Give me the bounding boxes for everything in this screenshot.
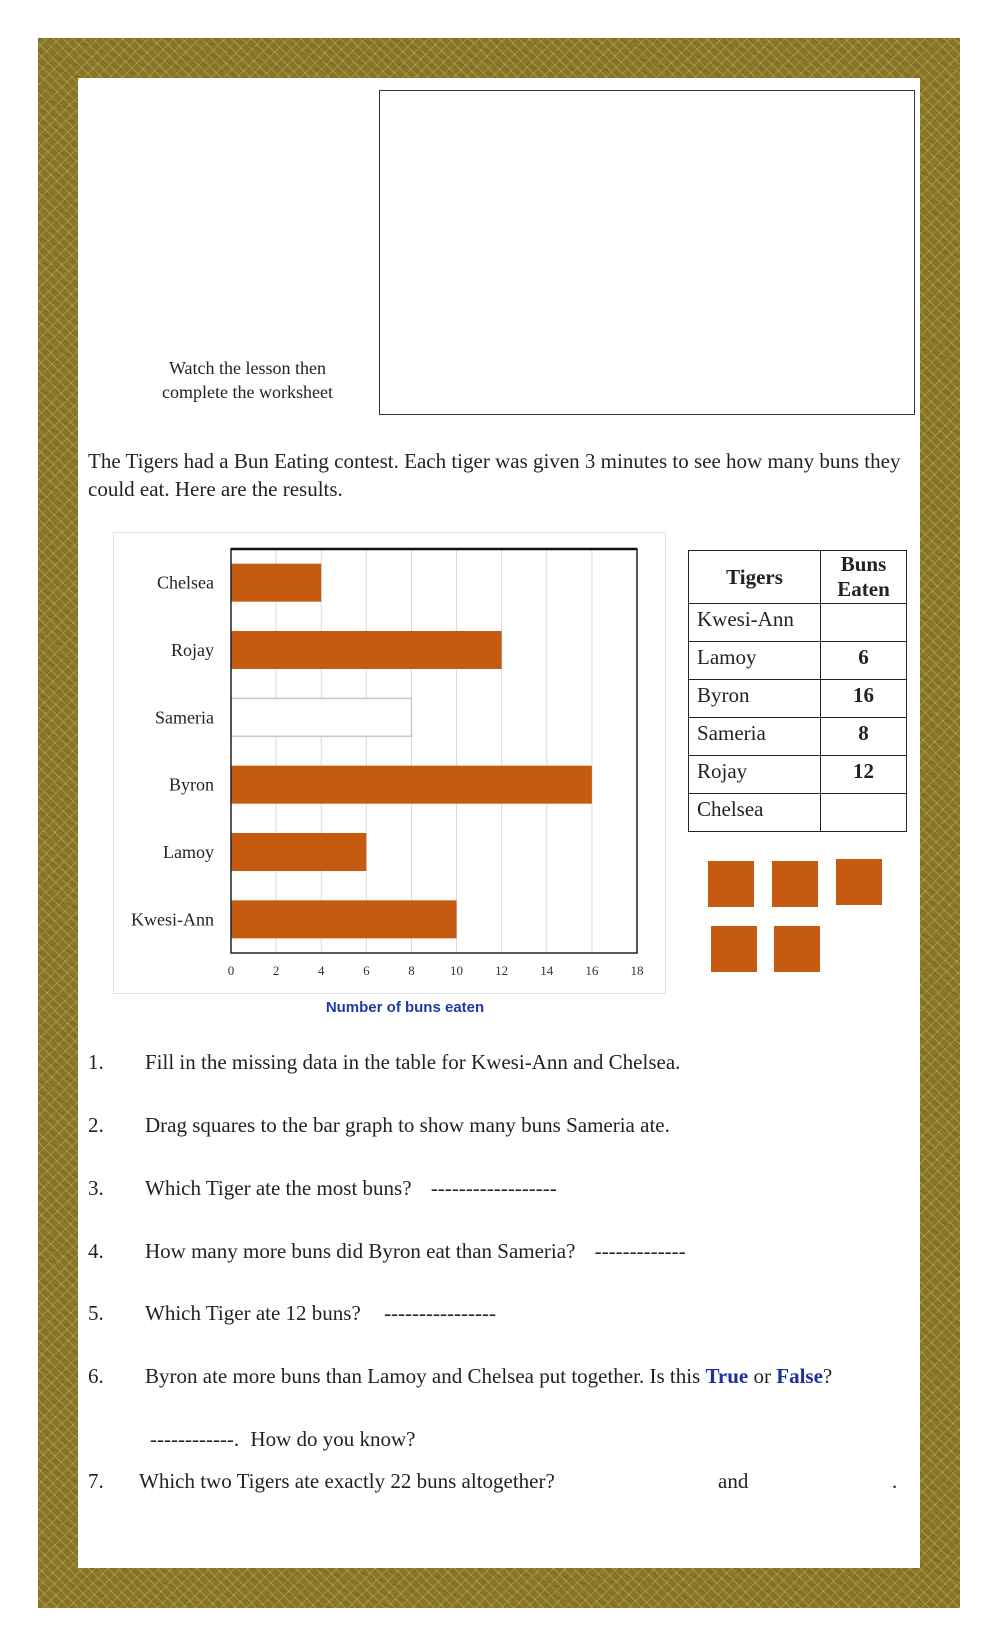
table-cell-value: 16 bbox=[821, 680, 907, 718]
answer-blank[interactable]: ------------. bbox=[150, 1427, 240, 1451]
table-cell-input-kwesi-ann[interactable] bbox=[821, 604, 907, 642]
question-7 bbox=[88, 1467, 555, 1495]
table-row bbox=[689, 756, 907, 794]
x-tick-label: 2 bbox=[272, 963, 280, 978]
table-cell-value: 8 bbox=[821, 718, 907, 756]
question-6-followup bbox=[150, 1425, 416, 1453]
question-number: 7. bbox=[88, 1469, 104, 1493]
answer-blank[interactable]: ---------------- bbox=[384, 1301, 496, 1325]
answer-blank[interactable]: ------------- bbox=[594, 1239, 686, 1263]
question-6 bbox=[88, 1362, 832, 1390]
question-4 bbox=[88, 1237, 686, 1265]
drag-square[interactable] bbox=[711, 926, 757, 972]
table-row bbox=[689, 680, 907, 718]
question-text: Which Tiger ate the most buns? bbox=[145, 1176, 412, 1200]
table-cell-name: Chelsea bbox=[689, 794, 821, 832]
drag-square[interactable] bbox=[708, 861, 754, 907]
x-tick-label: 10 bbox=[450, 963, 464, 978]
question-2 bbox=[88, 1111, 670, 1139]
table-row bbox=[689, 794, 907, 832]
question-number: 3. bbox=[88, 1176, 104, 1200]
question-text: Drag squares to the bar graph to show many buns Sameria ate. bbox=[145, 1113, 670, 1137]
question-number: 1. bbox=[88, 1050, 104, 1074]
table-row bbox=[689, 642, 907, 680]
table-row bbox=[689, 718, 907, 756]
bar-chart-frame bbox=[113, 532, 666, 994]
table-cell-value: 12 bbox=[821, 756, 907, 794]
y-tick-label: Kwesi-Ann bbox=[131, 909, 214, 930]
false-word: False bbox=[776, 1364, 823, 1388]
intro-paragraph: The Tigers had a Bun Eating contest. Each tiger was given 3 minutes to see how many buns they could eat. Here are the results. bbox=[88, 449, 901, 501]
table-header-tigers: Tigers bbox=[689, 551, 821, 604]
table-cell-input-chelsea[interactable] bbox=[821, 794, 907, 832]
x-tick-label: 18 bbox=[630, 963, 644, 978]
table-cell-name: Rojay bbox=[689, 756, 821, 794]
x-tick-label: 8 bbox=[408, 963, 415, 978]
bar bbox=[231, 900, 457, 938]
results-table bbox=[688, 550, 907, 832]
question-number: 2. bbox=[88, 1113, 104, 1137]
drag-square[interactable] bbox=[774, 926, 820, 972]
lesson-instruction: Watch the lesson then complete the worksheet bbox=[162, 358, 333, 402]
question-text: Byron ate more buns than Lamoy and Chelsea put together. Is this bbox=[145, 1364, 701, 1388]
y-tick-label: Rojay bbox=[171, 640, 214, 660]
question-number: 6. bbox=[88, 1364, 104, 1388]
x-tick-label: 12 bbox=[495, 963, 509, 978]
question-end: ? bbox=[822, 1364, 833, 1388]
bar-chart bbox=[114, 533, 667, 995]
table-cell-name: Sameria bbox=[689, 718, 821, 756]
y-tick-label: Sameria bbox=[155, 707, 214, 728]
question-text: Which two Tigers ate exactly 22 buns altogether? bbox=[139, 1469, 555, 1493]
table-cell-value: 6 bbox=[821, 642, 907, 680]
question-text: How many more buns did Byron eat than Sameria? bbox=[145, 1239, 576, 1263]
bar bbox=[231, 766, 592, 804]
true-word: True bbox=[705, 1364, 749, 1388]
question-3 bbox=[88, 1174, 557, 1202]
question-number: 4. bbox=[88, 1239, 104, 1263]
x-tick-label: 16 bbox=[585, 963, 599, 978]
bar bbox=[231, 698, 411, 736]
table-header-buns: Buns Eaten bbox=[821, 551, 907, 604]
question-5 bbox=[88, 1299, 496, 1327]
bar bbox=[231, 631, 502, 669]
drag-square[interactable] bbox=[836, 859, 882, 905]
answer-blank[interactable]: ------------------ bbox=[430, 1176, 557, 1200]
y-tick-label: Byron bbox=[169, 774, 214, 795]
question-7-and: and bbox=[718, 1469, 749, 1493]
drag-square[interactable] bbox=[772, 861, 818, 907]
plot-border bbox=[231, 549, 637, 953]
x-tick-label: 4 bbox=[317, 963, 325, 978]
table-row bbox=[689, 604, 907, 642]
lesson-video-frame[interactable] bbox=[379, 90, 915, 415]
x-tick-label: 0 bbox=[227, 963, 235, 978]
question-7-end: . bbox=[892, 1469, 898, 1493]
y-tick-label: Chelsea bbox=[157, 572, 214, 593]
table-cell-name: Kwesi-Ann bbox=[689, 604, 821, 642]
table-cell-name: Lamoy bbox=[689, 642, 821, 680]
y-tick-label: Lamoy bbox=[163, 842, 214, 862]
question-text: Fill in the missing data in the table for Kwesi-Ann and Chelsea. bbox=[145, 1050, 681, 1074]
bar bbox=[231, 833, 366, 871]
question-1 bbox=[88, 1048, 680, 1076]
x-axis-label: Number of buns eaten bbox=[300, 999, 510, 1016]
question-text: Which Tiger ate 12 buns? bbox=[145, 1301, 361, 1325]
question-text: How do you know? bbox=[250, 1427, 416, 1451]
x-tick-label: 6 bbox=[363, 963, 370, 978]
x-tick-label: 14 bbox=[540, 963, 554, 978]
question-number: 5. bbox=[88, 1301, 104, 1325]
bar bbox=[231, 564, 321, 602]
or-word: or bbox=[753, 1364, 771, 1388]
table-cell-name: Byron bbox=[689, 680, 821, 718]
